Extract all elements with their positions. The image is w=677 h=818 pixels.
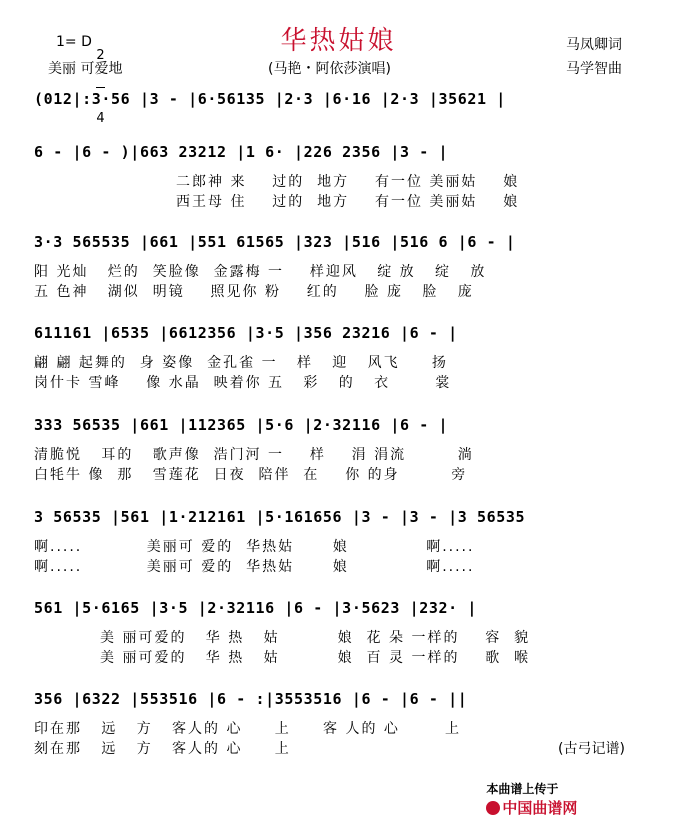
site-logo-icon [486, 801, 500, 815]
lyrics-verse-2: 美 丽可爱的 华 热 姑 娘 百 灵 一样的 歌 喉 [100, 650, 531, 666]
lyrics-verse-1: 印在那 远 方 客人的 心 上 客 人的 心 上 [34, 721, 462, 737]
lyrics-verse-2: 岗什卡 雪峰 像 水晶 映着你 五 彩 的 衣 裳 [34, 375, 452, 391]
notation-line: 356 |6322 |553516 |6 - :|3553516 |6 - |6 - || [34, 690, 468, 708]
time-signature [96, 26, 105, 137]
notation-line: 561 |5·6165 |3·5 |2·32116 |6 - |3·5623 |232· | [34, 599, 478, 617]
lyrics-verse-1: 美 丽可爱的 华 热 姑 娘 花 朵 一样的 容 貌 [100, 630, 531, 646]
key-signature [56, 34, 92, 50]
time-sig-divider [96, 87, 105, 88]
lyrics-verse-2: 五 色神 湖似 明镜 照见你 粉 红的 脸 庞 脸 庞 [34, 284, 474, 300]
notation-line: (012|:3·56 |3 - |6·56135 |2·3 |6·16 |2·3 |35621 | [34, 90, 506, 108]
singer-credit: (马艳・阿依莎演唱) [268, 61, 391, 77]
lyrics-verse-2: 白牦牛 像 那 雪莲花 日夜 陪伴 在 你 的身 旁 [34, 467, 468, 483]
tempo-mood: 美丽 可爱地 [48, 61, 123, 77]
footer [478, 766, 577, 818]
site-name: 中国曲谱网 [502, 799, 578, 817]
lyrics-verse-1: 清脆悦 耳的 歌声像 浩门河 一 样 涓 涓流 淌 [34, 447, 474, 463]
lyrics-verse-2: 西王母 住 过的 地方 有一位 美丽姑 娘 [176, 194, 520, 210]
time-sig-bottom: 4 [96, 111, 105, 126]
notation-line: 333 56535 |661 |112365 |5·6 |2·32116 |6 - | [34, 416, 449, 434]
song-title: 华热姑娘 [280, 26, 397, 56]
notation-line: 3·3 565535 |661 |551 61565 |323 |516 |516 6 |6 - | [34, 233, 516, 251]
lyrics-verse-2: 啊..... 美丽可 爱的 华热姑 娘 啊..... [34, 559, 475, 575]
lyrics-verse-1: 翩 翩 起舞的 身 姿像 金孔雀 一 样 迎 风飞 扬 [34, 355, 448, 371]
lyrics-verse-1: 啊..... 美丽可 爱的 华热姑 娘 啊..... [34, 539, 475, 555]
site-logo[interactable] [486, 799, 577, 817]
lyrics-verse-1: 阳 光灿 烂的 笑脸像 金露梅 一 样迎风 绽 放 绽 放 [34, 264, 487, 280]
lyricist-credit: 马凤卿词 [566, 37, 622, 53]
notation-credit: (古弓记谱) [558, 741, 625, 757]
key-label: 1= D [56, 34, 92, 50]
lyrics-verse-2: 刻在那 远 方 客人的 心 上 [34, 741, 291, 757]
notation-line: 3 56535 |561 |1·212161 |5·161656 |3 - |3 - |3 56535 [34, 508, 526, 526]
time-sig-top: 2 [96, 48, 105, 63]
composer-credit: 马学智曲 [566, 61, 622, 77]
notation-line: 611161 |6535 |6612356 |3·5 |356 23216 |6 - | [34, 324, 458, 342]
lyrics-verse-1: 二郎神 来 过的 地方 有一位 美丽姑 娘 [176, 174, 520, 190]
notation-line: 6 - |6 - )|663 23212 |1 6· |226 2356 |3 - | [34, 143, 449, 161]
footer-uploaded-text: 本曲谱上传于 [486, 782, 559, 796]
